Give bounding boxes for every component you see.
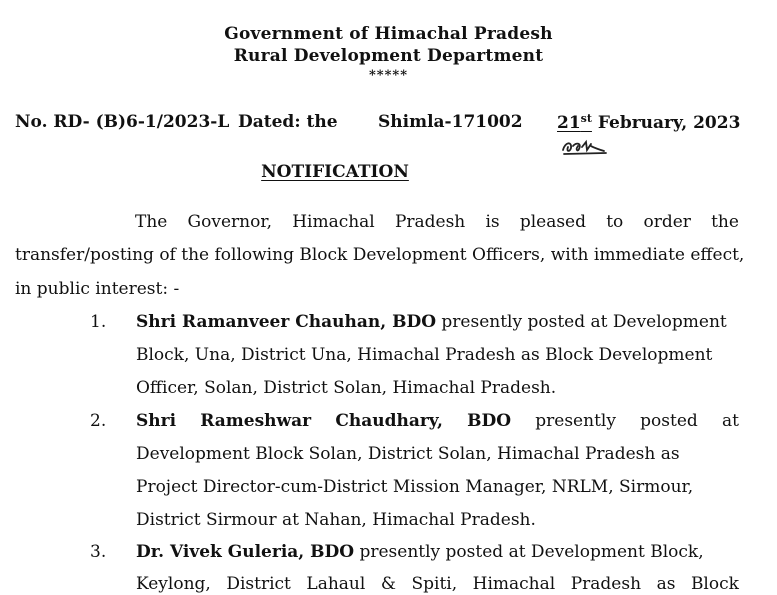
intro-line1-word: pleased: [519, 212, 586, 232]
intro-line1-word: order: [643, 212, 691, 232]
item-2-line-4: District Sirmour at Nahan, Himachal Pradesh.: [136, 510, 536, 530]
item3-line2-word: District: [226, 574, 291, 594]
item-1-line-1: Shri Ramanveer Chauhan, BDO presently posted at Development: [136, 312, 727, 332]
item3-line2-word: Lahaul: [306, 574, 366, 594]
date-day: 21st: [557, 112, 592, 133]
item3-line2-word: Keylong,: [136, 574, 211, 594]
item-3-line-2: [136, 573, 739, 595]
item-2-line-1: [136, 410, 739, 432]
intro-line1-word: Governor,: [187, 212, 272, 232]
signature-initials-icon: [560, 136, 620, 158]
intro-line1-word: Himachal: [292, 212, 375, 232]
intro-line-1: [135, 211, 739, 233]
date-value: [557, 112, 740, 133]
item-1-line-2: Block, Una, District Una, Himachal Pradesh as Block Development: [136, 345, 713, 365]
item-1-name: Shri Ramanveer Chauhan, BDO: [136, 312, 437, 332]
intro-line-3: in public interest: -: [15, 279, 180, 299]
item-3-name: Dr. Vivek Guleria, BDO: [136, 542, 355, 562]
item2-line1-word: at: [721, 411, 739, 431]
header-government: Government of Himachal Pradesh: [224, 24, 553, 44]
item-3-line-1: Dr. Vivek Guleria, BDO presently posted at Development Block,: [136, 542, 704, 562]
item2-line1-word: Chaudhary,: [335, 411, 443, 431]
item3-line2-word: Pradesh: [570, 574, 642, 594]
place-label: Shimla-171002: [378, 112, 523, 132]
item3-line2-word: as: [656, 574, 676, 594]
item2-line1-word: Shri: [136, 411, 177, 431]
intro-line1-word: the: [711, 212, 739, 232]
intro-line-2: transfer/posting of the following Block Development Officers, with immediate effect,: [15, 245, 745, 265]
dated-label: Dated: the: [238, 112, 338, 132]
item-2-line-2: Development Block Solan, District Solan, Himachal Pradesh as: [136, 444, 680, 464]
reference-number: No. RD- (B)6-1/2023-L: [15, 112, 230, 132]
item-2-line-3: Project Director-cum-District Mission Manager, NRLM, Sirmour,: [136, 477, 694, 497]
header-department: Rural Development Department: [233, 46, 544, 66]
item2-line1-word: posted: [640, 411, 698, 431]
intro-line1-word: The: [135, 212, 168, 232]
date-month-year: February, 2023: [597, 113, 741, 133]
item-1-line-3: Officer, Solan, District Solan, Himachal Pradesh.: [136, 378, 557, 398]
item-2-number: 2.: [90, 411, 107, 431]
item3-line2-word: Himachal: [472, 574, 556, 594]
intro-line1-word: Pradesh: [394, 212, 466, 232]
header-stars: *****: [369, 68, 408, 83]
item3-line2-word: Spiti,: [411, 574, 458, 594]
item2-line1-word: Rameshwar: [200, 411, 312, 431]
item3-line2-word: Block: [690, 574, 739, 594]
item-3-number: 3.: [90, 542, 107, 562]
item2-line1-word: BDO: [467, 411, 512, 431]
item-1-number: 1.: [90, 312, 107, 332]
intro-line1-word: is: [485, 212, 500, 232]
item3-line2-word: &: [380, 574, 396, 594]
notification-title: NOTIFICATION: [261, 162, 409, 182]
item2-line1-word: presently: [535, 411, 616, 431]
intro-line1-word: to: [606, 212, 624, 232]
